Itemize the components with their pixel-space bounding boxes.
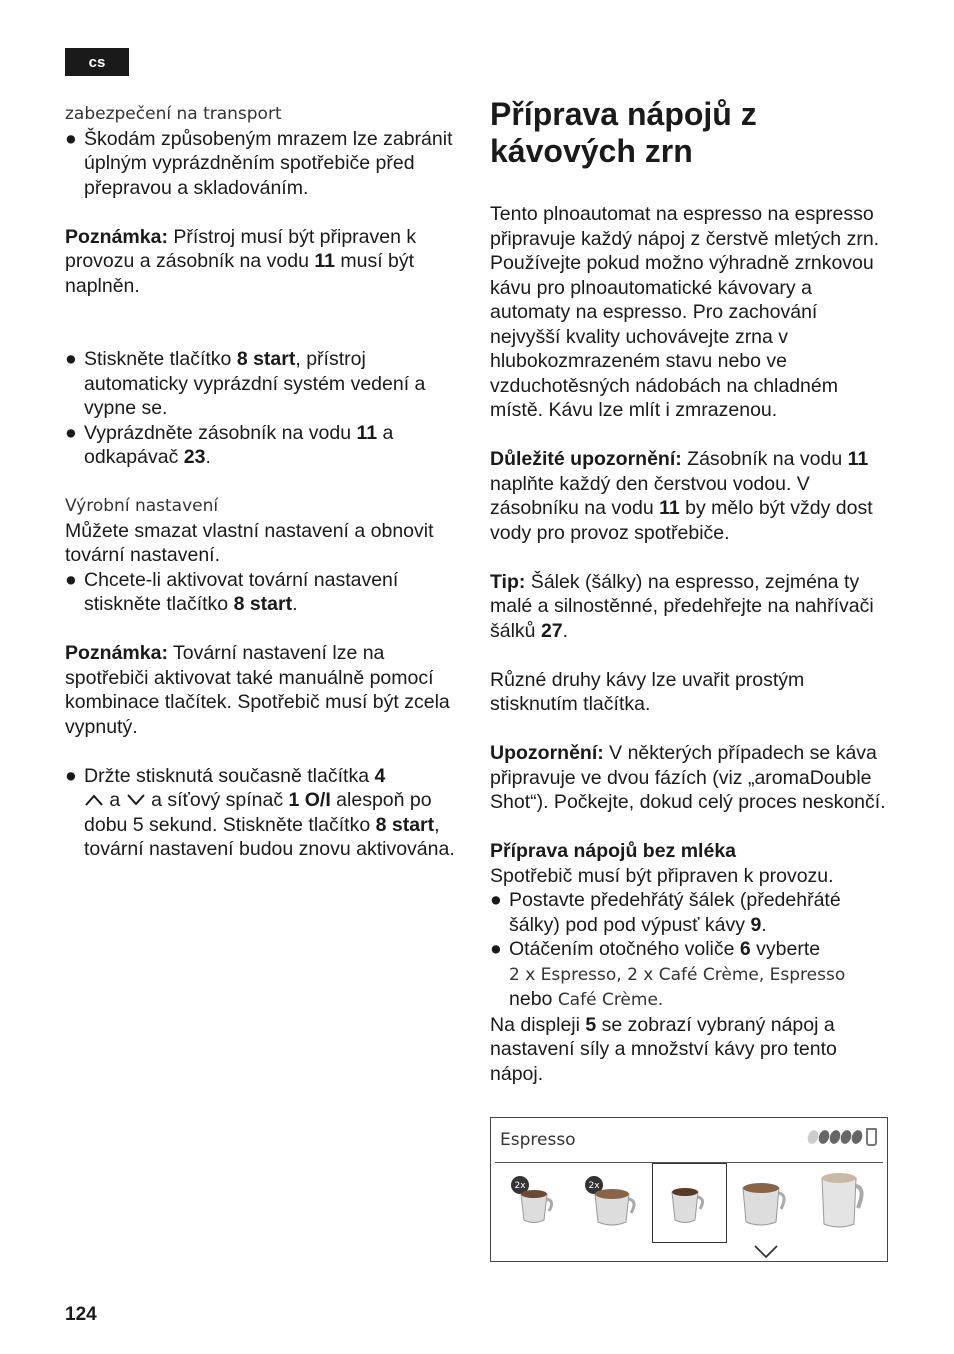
display-text: Na displeji 5 se zobrazí vybraný nápoj a nastavení síly a množství kávy pro tento nápoj.	[490, 1013, 837, 1085]
bullet-start-empty: ● Stiskněte tlačítko 8 start, přístroj automaticky vyprázdní systém vedení a vypne se.	[65, 348, 426, 419]
svg-text:2x: 2x	[514, 1181, 526, 1191]
bullet-factory-reset: ● Chcete-li aktivovat tovární nastavení stiskněte tlačítko 8 start.	[65, 568, 399, 615]
factory-heading: Výrobní nastavení	[65, 496, 219, 516]
note-2: Poznámka: Tovární nastavení lze na spotřebiči aktivovat také manuálně pomocí kombinace tlačítek. Spotřebič musí být zcela vypnutý.	[65, 642, 450, 738]
bullet-place-cup: ● Postavte předehřátý šálek (předehřáté šálky) pod pod výpusť kávy 9.	[490, 889, 841, 936]
right-column	[490, 96, 890, 1086]
display-screen	[490, 1117, 888, 1262]
chevron-down-icon	[753, 1244, 779, 1260]
bullet-manual-reset: ● Držte stisknutá současně tlačítka 4 a a síťový spínač 1 O/I alespoň po dobu 5 sekund. Stiskněte tlačítko 8 start, tovární nastavení budou znovu aktivována.	[65, 764, 455, 860]
left-column	[65, 102, 465, 862]
cup-cafe-creme-icon	[737, 1180, 791, 1234]
bullet-select-drink: ● Otáčením otočného voliče 6 vyberte 2 x Espresso, 2 x Café Crème, Espresso nebo Café Crème.	[490, 938, 846, 1010]
language-tag: cs	[65, 48, 129, 76]
strength-indicator	[808, 1128, 877, 1146]
transport-heading: zabezpečení na transport	[65, 104, 282, 124]
tip: Tip: Šálek (šálky) na espresso, zejména ty malé a silnostěnné, předehřejte na nahřívači šálků 27.	[490, 570, 874, 642]
cup-double-cafe-creme-icon	[583, 1174, 643, 1232]
svg-text:2x: 2x	[588, 1181, 600, 1191]
chevron-down-icon	[126, 793, 146, 807]
cup-double-espresso-icon	[509, 1174, 559, 1230]
cup-size-icon	[866, 1128, 877, 1146]
no-milk-text: Spotřebič musí být připraven k provozu.	[490, 864, 834, 887]
factory-text: Můžete smazat vlastní nastavení a obnovit tovární nastavení.	[65, 519, 434, 566]
important-note: Důležité upozornění: Zásobník na vodu 11 naplňte každý den čerstvou vodou. V zásobníku na vodu 11 by mělo být vždy dost vody pro provoz spotřebiče.	[490, 448, 873, 544]
transport-bullet: ● Škodám způsobeným mrazem lze zabránit úplným vyprázdněním spotřebiče před přepravou a skladováním.	[65, 127, 453, 199]
cup-espresso-icon	[666, 1186, 710, 1232]
note-1: Poznámka: Přístroj musí být připraven k provozu a zásobník na vodu 11 musí být naplněn.	[65, 225, 417, 297]
warning: Upozornění: V některých případech se káva připravuje ve dvou fázích (viz „aromaDouble Shot“). Počkejte, dokud celý proces neskončí.	[490, 742, 886, 813]
chevron-up-icon	[84, 793, 104, 807]
page-number: 124	[65, 1304, 97, 1325]
intro-text: Tento plnoautomat na espresso na espresso připravuje každý nápoj z čerstvě mletých zrn. Používejte pokud možno výhradně zrnkovou kávu pro plnoautomatické kávovary a automaty na espresso. Pro zachování nejvyšší kvality uchovávejte zrna v hlubokozmrazeném stavu nebo ve vzduchotěsných nádobách na chladném místě. Kávu lze mlít i zmrazenou.	[490, 203, 880, 421]
no-milk-heading: Příprava nápojů bez mléka	[490, 840, 737, 862]
page-title: Příprava nápojů z kávových zrn	[490, 96, 757, 169]
cup-mug-icon	[816, 1172, 870, 1234]
display-drink-name: Espresso	[500, 1130, 576, 1150]
bullet-empty-tank: ● Vyprázdněte zásobník na vodu 11 a odkapávač 23.	[65, 421, 394, 468]
coffee-bean-icon	[850, 1129, 864, 1146]
various-text: Různé druhy kávy lze uvařit prostým stisknutím tlačítka.	[490, 668, 805, 715]
